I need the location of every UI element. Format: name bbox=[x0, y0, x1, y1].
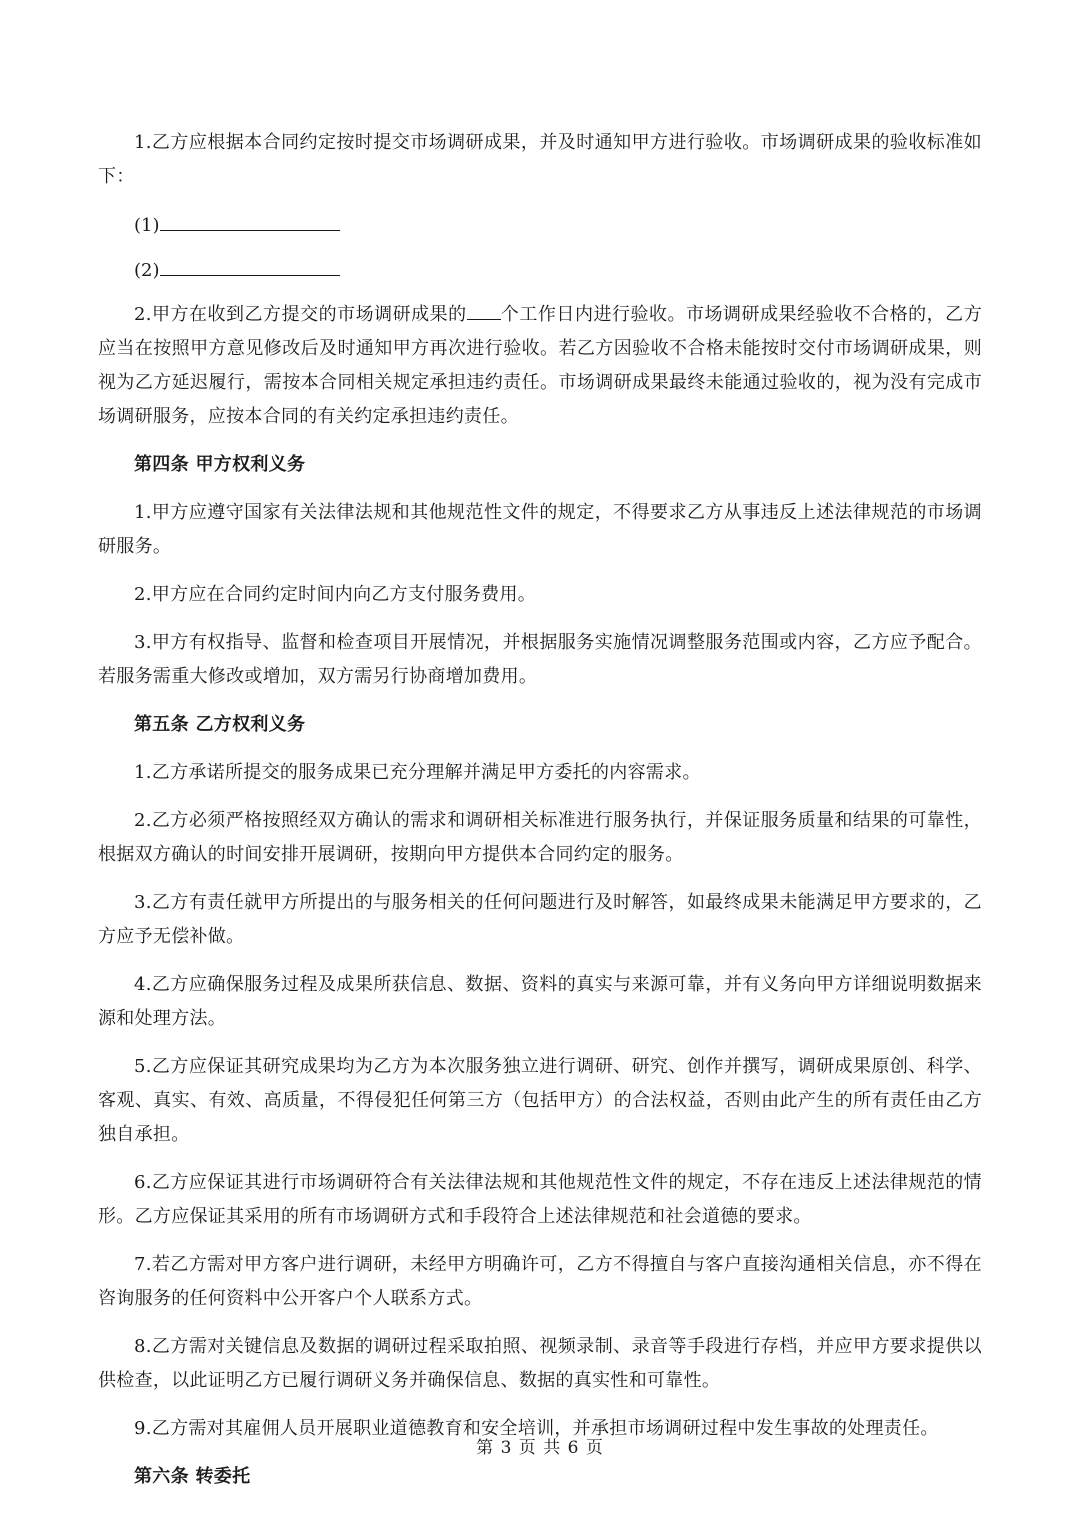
section-4-clause-3: 3.甲方有权指导、监督和检查项目开展情况，并根据服务实施情况调整服务范围或内容，乙方应予配合。若服务需重大修改或增加，双方需另行协商增加费用。 bbox=[98, 632, 982, 687]
section-4-heading: 第四条 甲方权利义务 bbox=[134, 454, 306, 475]
blank-item-1 bbox=[134, 208, 982, 243]
workdays-blank bbox=[467, 299, 501, 320]
section-6-heading: 第六条 转委托 bbox=[134, 1466, 251, 1487]
section-4-clause-1: 1.甲方应遵守国家有关法律法规和其他规范性文件的规定，不得要求乙方从事违反上述法律规范的市场调研服务。 bbox=[98, 502, 982, 557]
document-page bbox=[98, 126, 982, 1508]
acceptance-period-text-b: 个工作日内进行验收。市场调研成果经验收不合格的，乙方应当在按照甲方意见修改后及时通知甲方再次进行验收。若乙方因验收不合格未能按时交付市场调研成果，则视为乙方延迟履行，需按本合同相关规定承担违约责任。市场调研成果最终未能通过验收的，视为没有完成市场调研服务，应按本合同的有关约定承担违约责任。 bbox=[98, 304, 982, 427]
paragraph-acceptance-period bbox=[98, 298, 982, 434]
section-5-clause-4: 4.乙方应确保服务过程及成果所获信息、数据、资料的真实与来源可靠，并有义务向甲方详细说明数据来源和处理方法。 bbox=[98, 974, 982, 1029]
page-number-footer: 第 3 页 共 6 页 bbox=[476, 1438, 604, 1458]
blank-item-2 bbox=[134, 253, 982, 288]
section-5-clause-8: 8.乙方需对关键信息及数据的调研过程采取拍照、视频录制、录音等手段进行存档，并应甲方要求提供以供检查，以此证明乙方已履行调研义务并确保信息、数据的真实性和可靠性。 bbox=[98, 1336, 982, 1391]
section-4-clause-2: 2.甲方应在合同约定时间内向乙方支付服务费用。 bbox=[134, 584, 537, 605]
fill-in-underline bbox=[160, 253, 340, 276]
blank-item-1-label: (1) bbox=[134, 215, 160, 236]
section-5-clause-6: 6.乙方应保证其进行市场调研符合有关法律法规和其他规范性文件的规定，不存在违反上述法律规范的情形。乙方应保证其采用的所有市场调研方式和手段符合上述法律规范和社会道德的要求。 bbox=[98, 1172, 982, 1227]
section-5-heading: 第五条 乙方权利义务 bbox=[134, 714, 306, 735]
section-5-clause-1: 1.乙方承诺所提交的服务成果已充分理解并满足甲方委托的内容需求。 bbox=[134, 762, 701, 783]
acceptance-period-text-a: 2.甲方在收到乙方提交的市场调研成果的 bbox=[134, 304, 467, 325]
section-5-clause-3: 3.乙方有责任就甲方所提出的与服务相关的任何问题进行及时解答，如最终成果未能满足甲方要求的，乙方应予无偿补做。 bbox=[98, 892, 982, 947]
section-5-clause-9: 9.乙方需对其雇佣人员开展职业道德教育和安全培训，并承担市场调研过程中发生事故的处理责任。 bbox=[134, 1418, 939, 1439]
fill-in-underline bbox=[160, 208, 340, 231]
blank-item-2-label: (2) bbox=[134, 260, 160, 281]
section-5-clause-5: 5.乙方应保证其研究成果均为乙方为本次服务独立进行调研、研究、创作并撰写，调研成果原创、科学、客观、真实、有效、高质量，不得侵犯任何第三方（包括甲方）的合法权益，否则由此产生的所有责任由乙方独自承担。 bbox=[98, 1056, 982, 1145]
section-5-clause-7: 7.若乙方需对甲方客户进行调研，未经甲方明确许可，乙方不得擅自与客户直接沟通相关信息，亦不得在咨询服务的任何资料中公开客户个人联系方式。 bbox=[98, 1254, 982, 1309]
section-5-clause-2: 2.乙方必须严格按照经双方确认的需求和调研相关标准进行服务执行，并保证服务质量和结果的可靠性，根据双方确认的时间安排开展调研，按期向甲方提供本合同约定的服务。 bbox=[98, 810, 982, 865]
paragraph-acceptance-standard: 1.乙方应根据本合同约定按时提交市场调研成果，并及时通知甲方进行验收。市场调研成果的验收标准如下： bbox=[98, 132, 982, 187]
